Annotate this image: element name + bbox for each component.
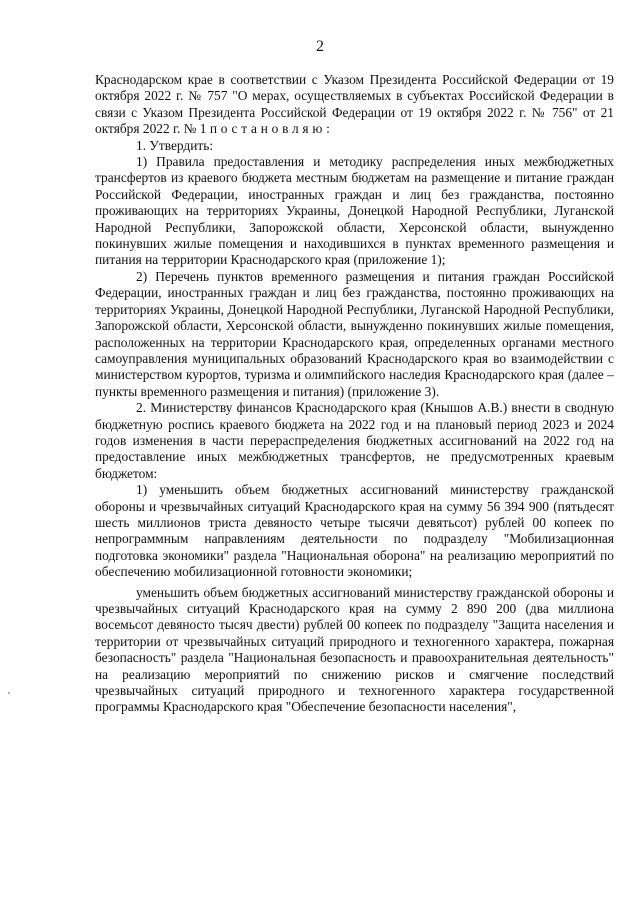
page-number: 2 xyxy=(316,38,324,55)
paragraph-item-2-1b: уменьшить объем бюджетных ассигнований министерству гражданской обороны и чрезвычайных ситуаций Краснодарского края на сумму 2 890 200 (два миллиона восемьсот девяносто тысяч двести) рублей 00 копеек по подразделу "Защита населения и территории от чрезвычайных ситуаций природного и техногенного характера, пожарная безопасность" раздела "Национальная безопасность и правоохранительная деятельность" на реализацию мероприятий по снижению рисков и смягчение последствий чрезвычайных ситуаций природного и техногенного характера государственной программы Краснодарского края "Обеспечение безопасности населения", xyxy=(95,584,614,715)
paragraph-intro-text: Краснодарском крае в соответствии с Указом Президента Российской Федерации от 19 октября 2022 г. № 757 "О мерах, осуществляемых в субъектах Российской Федерации в связи с Указом Президента Российской Федерации от 19 октября 2022 г. № 756" от 21 октября 2022 г. № 1 xyxy=(95,72,614,137)
scan-speck xyxy=(8,692,10,694)
paragraph-item-1: 1. Утвердить: xyxy=(136,137,214,153)
document-body xyxy=(95,72,614,716)
paragraph-item-1-2: 2) Перечень пунктов временного размещения и питания граждан Российской Федерации, иностранных граждан и лиц без гражданства, постоянно проживающих на территориях Украины, Донецкой Народной Республики, Луганской Народной Республики, Запорожской области, Херсонской области, вынужденно покинувших жилые помещения, расположенных на территории Краснодарского края, определенных органами местного самоуправления муниципальных образований Краснодарского края во взаимодействии с министерством курортов, туризма и олимпийского наследия Краснодарского края (далее – пункты временного размещения и питания) (приложение 3). xyxy=(95,268,614,399)
paragraph-item-2: 2. Министерству финансов Краснодарского края (Кнышов А.В.) внести в сводную бюджетную роспись краевого бюджета на 2022 год и на плановый период 2023 и 2024 годов изменения в части перераспределения бюджетных ассигнований на 2022 год на предоставление иных межбюджетных трансфертов, не предусмотренных краевым бюджетом: xyxy=(95,400,614,481)
paragraph-item-1-1: 1) Правила предоставления и методику распределения иных межбюджетных трансфертов из краевого бюджета местным бюджетам на размещение и питание граждан Российской Федерации, иностранных граждан и лиц без гражданства, постоянно проживающих на территориях Украины, Донецкой Народной Республики, Луганской Народной Республики, Запорожской области, Херсонской области, вынужденно покинувших жилые помещения и находившихся в пунктах временного размещения и питания на территории Краснодарского края (приложение 1); xyxy=(95,154,614,268)
spaced-keyword: постановляю: xyxy=(209,121,334,137)
paragraph-item-2-1: 1) уменьшить объем бюджетных ассигнований министерству гражданской обороны и чрезвычайных ситуаций Краснодарского края на сумму 56 394 900 (пятьдесят шесть миллионов триста девяносто четыре тысячи девятьсот) рублей 00 копеек по непрограммным направлениям деятельности по подразделу "Мобилизационная подготовка экономики" раздела "Национальная оборона" на реализацию мероприятий по обеспечению мобилизационной готовности экономики; xyxy=(95,482,614,580)
paragraph-intro xyxy=(95,72,614,138)
